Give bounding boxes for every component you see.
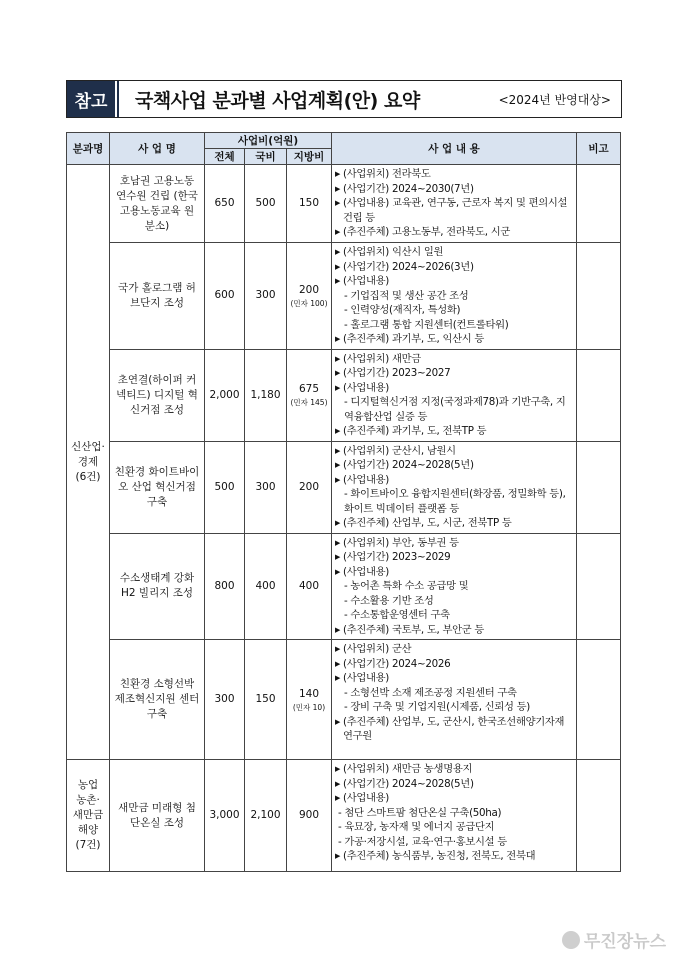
national-budget <box>245 533 287 640</box>
content-text: (추진주체) 산업부, 도, 시군, 전북TP 등 <box>343 517 512 529</box>
content-line <box>335 182 573 197</box>
content-text: (사업기간) 2024~2026 <box>343 657 451 670</box>
project-name <box>110 533 205 640</box>
private-investment-note: (민자 10) <box>292 702 326 712</box>
page-title: 국책사업 분과별 사업계획(안) 요약 <box>135 89 420 112</box>
content-text: (추진주체) 산업부, 도, 군산시, 한국조선해양기자재연구원 <box>343 715 565 742</box>
note-cell <box>577 533 621 640</box>
national-budget <box>245 760 287 872</box>
content-line <box>335 381 573 396</box>
table-row <box>67 760 621 872</box>
total-budget <box>205 349 245 441</box>
content-line <box>335 516 573 531</box>
table-row <box>67 165 621 243</box>
content-text: - 기업집적 및 생산 공간 조성 <box>344 289 469 302</box>
total-budget-value: 500 <box>214 480 235 493</box>
total-budget <box>205 640 245 760</box>
content-line <box>335 352 573 367</box>
bullet-icon: ▶ <box>335 184 341 193</box>
bullet-icon: ▶ <box>335 674 341 682</box>
project-name <box>110 760 205 872</box>
content-text: (사업내용) <box>343 565 390 578</box>
content-text: (추진주체) 과기부, 도, 익산시 등 <box>343 333 485 345</box>
local-budget-value: 900 <box>298 809 320 821</box>
bullet-icon: ▶ <box>335 567 341 576</box>
bullet-icon: ▶ <box>335 659 341 668</box>
content-text: (사업내용) <box>343 381 390 394</box>
table-row <box>67 640 621 760</box>
header-note: 비고 <box>577 133 621 165</box>
content-text: (사업기간) 2024~2026(3년) <box>343 260 474 273</box>
project-name <box>110 243 205 350</box>
project-name-value: 국가 홀로그램 허브단지 조성 <box>118 281 196 309</box>
local-budget-value: 200 <box>298 480 320 493</box>
bullet-icon: ▶ <box>335 248 341 256</box>
note-cell <box>577 243 621 350</box>
content-text: (사업기간) 2024~2030(7년) <box>343 182 474 195</box>
bullet-icon: ▶ <box>335 383 341 392</box>
page-subtitle: <2024년 반영대상> <box>498 92 611 107</box>
bullet-icon: ▶ <box>335 277 341 285</box>
content-line <box>335 820 573 835</box>
content-text: (사업내용) <box>343 275 390 287</box>
content-line <box>335 623 573 638</box>
content-line <box>335 318 573 333</box>
note-cell <box>577 349 621 441</box>
total-budget-value: 600 <box>214 289 235 302</box>
national-budget-value: 300 <box>255 480 276 493</box>
header-local: 지방비 <box>287 149 332 165</box>
table-row <box>67 441 621 533</box>
content-line <box>335 260 573 275</box>
content-line <box>335 700 573 715</box>
content-text: (추진주체) 국토부, 도, 부안군 등 <box>343 623 485 636</box>
total-budget <box>205 533 245 640</box>
content-text: - 디지털혁신거점 지정(국정과제78)과 기반구축, 지역융합산업 실증 등 <box>344 396 566 423</box>
content-text: (사업기간) 2024~2028(5년) <box>343 777 474 790</box>
reference-tag: 참고 <box>67 81 121 117</box>
table-row <box>67 243 621 350</box>
local-budget <box>287 165 332 243</box>
project-name-value: 새만금 미래형 첨단온실 조성 <box>118 801 196 829</box>
content-line <box>335 424 573 439</box>
dept-cell: 농업 농촌· 새만금 해양 (7건) <box>67 760 110 872</box>
local-budget <box>287 441 332 533</box>
header-content: 사 업 내 용 <box>332 133 577 165</box>
content-line <box>335 671 573 686</box>
content-text: - 첨단 스마트팜 첨단온실 구축(50ha) <box>338 806 502 819</box>
content-line <box>335 835 573 850</box>
watermark <box>562 927 666 952</box>
note-cell <box>577 760 621 872</box>
content-line <box>335 444 573 459</box>
watermark-text: 무진장뉴스 <box>583 932 666 952</box>
private-investment-note: (민자 100) <box>290 298 328 308</box>
content-line <box>335 536 573 551</box>
note-cell <box>577 640 621 760</box>
project-name-value: 수소생태계 강화 H2 빌리지 조성 <box>119 572 195 600</box>
project-content <box>332 533 577 640</box>
bullet-icon: ▶ <box>335 625 341 634</box>
bullet-icon: ▶ <box>335 794 341 802</box>
content-text: (사업위치) 군산 <box>343 643 412 655</box>
content-text: (사업위치) 전라북도 <box>343 168 431 180</box>
project-content <box>332 760 577 872</box>
bullet-icon: ▶ <box>335 461 341 469</box>
national-budget <box>245 349 287 441</box>
content-line <box>335 487 573 516</box>
content-line <box>335 762 573 777</box>
local-budget <box>287 760 332 872</box>
bullet-icon: ▶ <box>335 262 341 271</box>
bullet-icon: ▶ <box>335 553 341 561</box>
national-budget-value: 2,100 <box>250 809 281 821</box>
content-text: - 수소통합운영센터 구축 <box>344 609 450 621</box>
national-budget-value: 300 <box>255 289 276 302</box>
content-line <box>335 303 573 318</box>
local-budget <box>287 640 332 760</box>
project-name-value: 친환경 소형선박 제조혁신지원 센터 구축 <box>114 678 200 720</box>
national-budget <box>245 165 287 243</box>
national-budget <box>245 441 287 533</box>
bullet-icon: ▶ <box>335 369 341 377</box>
header-total: 전체 <box>205 149 245 165</box>
project-content <box>332 640 577 760</box>
content-text: (사업위치) 새만금 <box>343 352 421 365</box>
mountain-logo-icon <box>562 931 580 949</box>
local-budget-value: 140 <box>298 687 320 700</box>
bullet-icon: ▶ <box>335 779 341 788</box>
bullet-icon: ▶ <box>335 538 341 547</box>
bullet-icon: ▶ <box>335 717 341 726</box>
header-dept: 분과명 <box>67 133 110 165</box>
content-line <box>335 332 573 347</box>
content-line <box>335 289 573 304</box>
national-budget-value: 400 <box>255 579 276 592</box>
content-text: - 소형선박 소재 제조공정 지원센터 구축 <box>344 686 517 699</box>
project-content <box>332 165 577 243</box>
content-line <box>335 550 573 565</box>
content-line <box>335 715 573 744</box>
content-line <box>335 473 573 488</box>
private-investment-note: (민자 145) <box>290 398 328 407</box>
total-budget-value: 650 <box>214 197 235 209</box>
content-text: (추진주체) 과기부, 도, 전북TP 등 <box>343 425 487 437</box>
bullet-icon: ▶ <box>335 645 341 653</box>
title-box <box>66 80 622 118</box>
project-name <box>110 441 205 533</box>
local-budget-value: 675 <box>298 383 320 395</box>
project-name-value: 호남권 고용노동 연수원 건립 (한국고용노동교육 원 분소) <box>116 174 198 232</box>
content-line <box>335 686 573 701</box>
project-name-value: 친환경 화이트바이오 산업 혁신거점 구축 <box>114 465 200 508</box>
bullet-icon: ▶ <box>335 765 341 773</box>
bullet-icon: ▶ <box>335 199 341 207</box>
content-line <box>335 196 573 225</box>
total-budget <box>205 243 245 350</box>
local-budget <box>287 349 332 441</box>
content-line <box>335 458 573 473</box>
total-budget-value: 2,000 <box>209 388 240 401</box>
content-line <box>335 849 573 864</box>
content-line <box>335 366 573 381</box>
header-name: 사 업 명 <box>110 133 205 165</box>
local-budget-value: 400 <box>298 579 320 592</box>
content-text: - 가공·저장시설, 교육·연구·홍보시설 등 <box>338 835 507 848</box>
content-text: - 육묘장, 농자재 및 에너지 공급단지 <box>338 821 495 833</box>
total-budget-value: 3,000 <box>209 809 240 821</box>
total-budget <box>205 165 245 243</box>
project-content <box>332 243 577 350</box>
content-line <box>335 594 573 609</box>
content-text: (사업내용) <box>343 672 390 684</box>
content-text: (사업위치) 새만금 농생명용지 <box>343 763 473 775</box>
bullet-icon: ▶ <box>335 335 341 343</box>
content-text: (추진주체) 농식품부, 농진청, 전북도, 전북대 <box>343 850 536 862</box>
note-cell <box>577 441 621 533</box>
local-budget-value: 200 <box>298 283 320 296</box>
content-text: (추진주체) 고용노동부, 전라북도, 시군 <box>343 226 511 238</box>
project-content <box>332 349 577 441</box>
dept-cell: 신산업· 경제 (6건) <box>67 165 110 760</box>
table-row <box>67 533 621 640</box>
header-budget: 사업비(억원) <box>205 133 332 149</box>
content-text: - 수소활용 기반 조성 <box>344 594 434 607</box>
content-text: (사업내용) 교육관, 연구동, 근로자 복지 및 편의시설 건립 등 <box>343 197 568 224</box>
bullet-icon: ▶ <box>335 170 341 178</box>
content-line <box>335 579 573 594</box>
total-budget-value: 300 <box>214 693 235 705</box>
bullet-icon: ▶ <box>335 228 341 236</box>
content-text: (사업내용) <box>343 473 390 486</box>
header-national: 국비 <box>245 149 287 165</box>
bullet-icon: ▶ <box>335 519 341 527</box>
content-line <box>335 225 573 240</box>
national-budget <box>245 640 287 760</box>
national-budget-value: 1,180 <box>250 388 281 401</box>
project-content <box>332 441 577 533</box>
local-budget <box>287 533 332 640</box>
national-budget <box>245 243 287 350</box>
bullet-icon: ▶ <box>335 852 341 860</box>
content-line <box>335 167 573 182</box>
content-line <box>335 657 573 672</box>
content-text: (사업내용) <box>343 792 390 804</box>
content-text: (사업기간) 2024~2028(5년) <box>343 459 474 471</box>
content-text: - 장비 구축 및 기업지원(시제품, 신뢰성 등) <box>344 701 531 713</box>
content-line <box>335 565 573 580</box>
project-table <box>66 132 621 872</box>
content-line <box>335 608 573 623</box>
project-name-value: 초연결(하이퍼 커넥티드) 디지털 혁신거점 조성 <box>116 373 198 416</box>
table-row <box>67 349 621 441</box>
national-budget-value: 500 <box>255 197 276 209</box>
local-budget <box>287 243 332 350</box>
local-budget-value: 150 <box>298 197 320 209</box>
content-text: (사업기간) 2023~2029 <box>343 551 451 563</box>
content-text: (사업기간) 2023~2027 <box>343 367 451 379</box>
content-text: (사업위치) 군산시, 남원시 <box>343 444 456 457</box>
content-text: - 화이트바이오 융합지원센터(화장품, 정밀화학 등), 화이트 빅데이터 플랫폼 등 <box>344 488 566 515</box>
content-text: - 농어촌 특화 수소 공급망 및 <box>344 580 469 592</box>
content-line <box>335 395 573 424</box>
bullet-icon: ▶ <box>335 446 341 455</box>
project-name <box>110 640 205 760</box>
content-line <box>335 777 573 792</box>
total-budget <box>205 441 245 533</box>
project-name <box>110 349 205 441</box>
content-text: (사업위치) 익산시 일원 <box>343 246 444 258</box>
bullet-icon: ▶ <box>335 354 341 363</box>
content-line <box>335 274 573 289</box>
total-budget-value: 800 <box>214 579 235 592</box>
content-text: - 홀로그램 통합 지원센터(컨트롤타워) <box>344 318 509 331</box>
note-cell <box>577 165 621 243</box>
content-text: (사업위치) 부안, 동부권 등 <box>343 536 459 549</box>
table-body <box>67 165 621 872</box>
bullet-icon: ▶ <box>335 427 341 435</box>
total-budget <box>205 760 245 872</box>
content-line <box>335 791 573 806</box>
content-line <box>335 642 573 657</box>
content-line <box>335 245 573 260</box>
content-line <box>335 806 573 821</box>
project-name <box>110 165 205 243</box>
content-text: - 인력양성(재직자, 특성화) <box>344 304 461 316</box>
bullet-icon: ▶ <box>335 475 341 484</box>
national-budget-value: 150 <box>255 693 276 705</box>
